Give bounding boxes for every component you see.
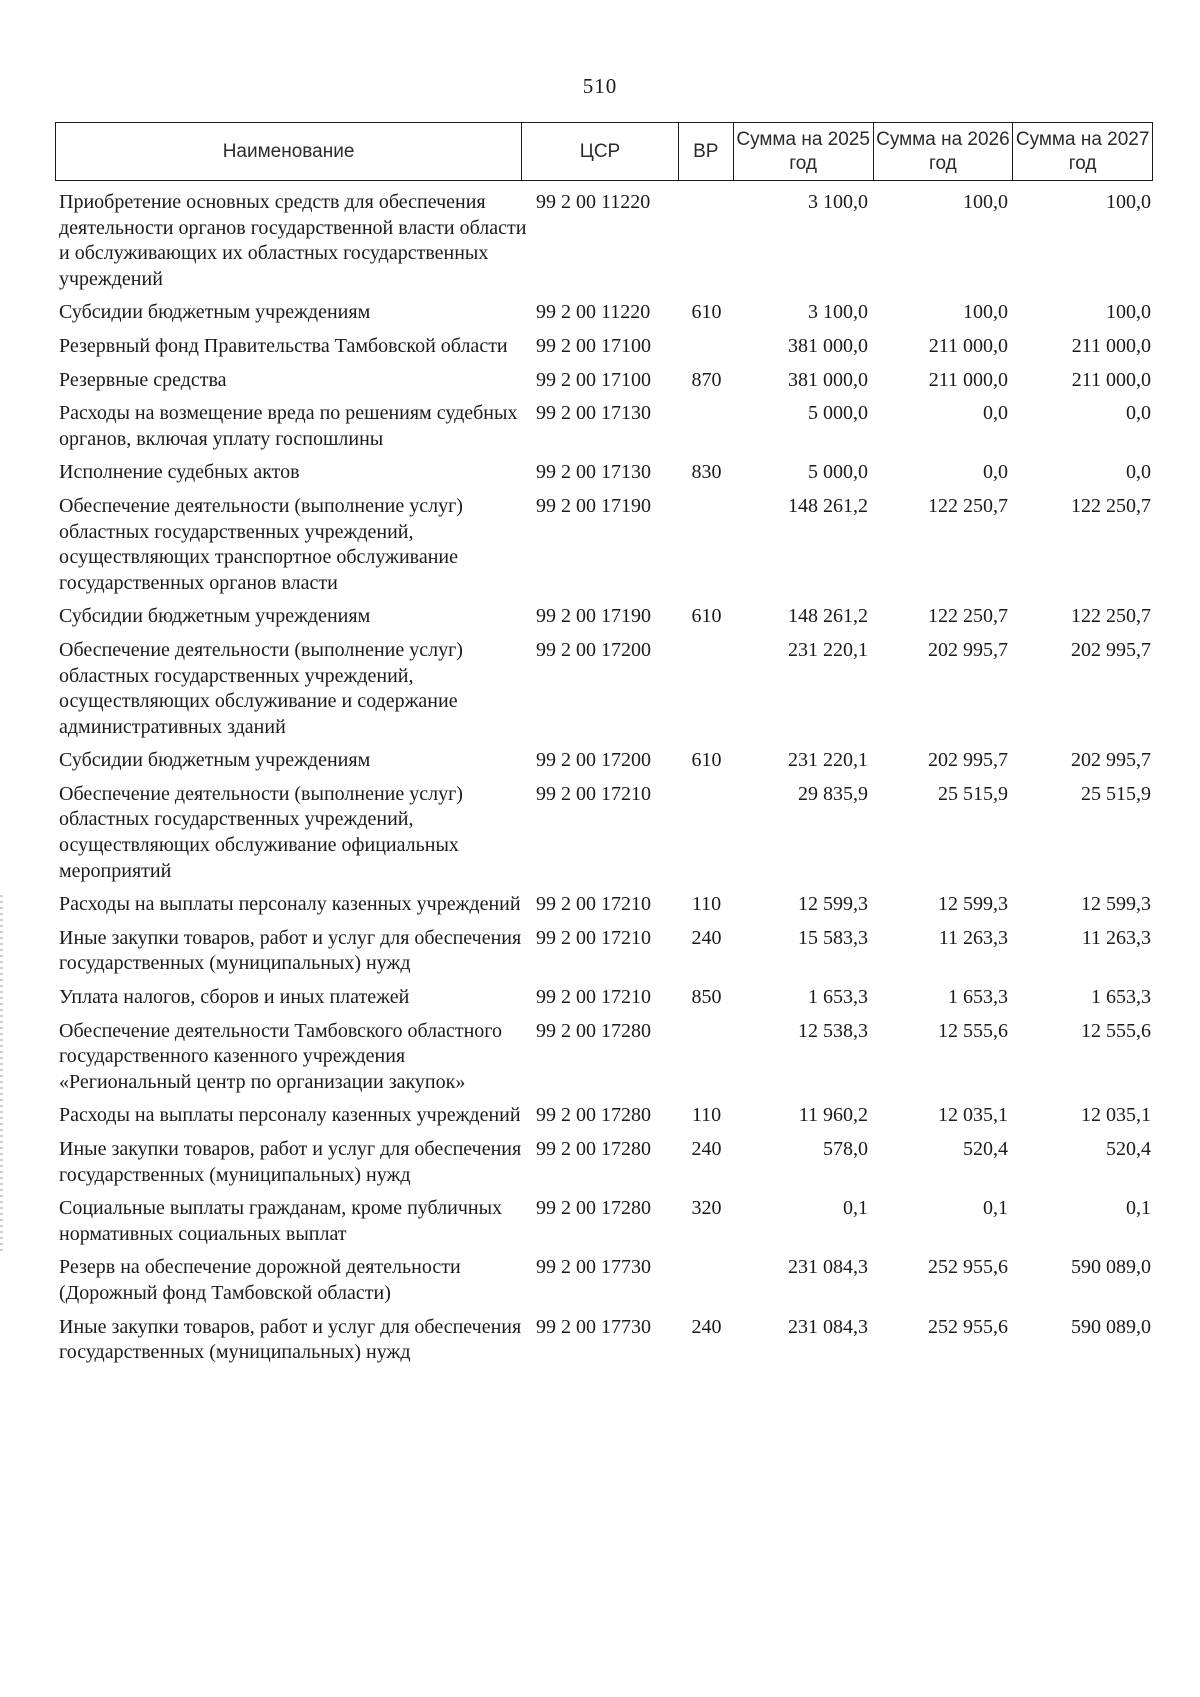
row-vr: 610 bbox=[691, 605, 722, 628]
row-sum-2025: 5 000,0 bbox=[808, 461, 868, 484]
row-sum-2026: 11 263,3 bbox=[938, 926, 1008, 949]
table-row bbox=[55, 1315, 1153, 1366]
table-row bbox=[55, 782, 1153, 884]
row-name: Иные закупки товаров, работ и услуг для обеспечения государственных (муниципальных) нужд bbox=[59, 926, 522, 975]
row-sum-2025: 148 261,2 bbox=[788, 605, 868, 628]
table-body bbox=[55, 190, 1153, 1374]
row-csr: 99 2 00 17190 bbox=[536, 494, 651, 517]
row-sum-2027: 202 995,7 bbox=[1071, 638, 1151, 661]
row-name: Субсидии бюджетным учреждениям bbox=[59, 749, 371, 772]
row-sum-2026: 25 515,9 bbox=[938, 782, 1008, 805]
row-name: Расходы на выплаты персоналу казенных учреждений bbox=[59, 893, 521, 916]
row-vr bbox=[679, 494, 734, 596]
row-csr: 99 2 00 17210 bbox=[536, 782, 651, 805]
row-sum-2025: 3 100,0 bbox=[808, 301, 868, 324]
row-sum-2025: 1 653,3 bbox=[808, 986, 868, 1009]
row-sum-2026: 211 000,0 bbox=[928, 334, 1008, 357]
row-vr: 110 bbox=[691, 1104, 722, 1127]
row-sum-2026: 520,4 bbox=[963, 1138, 1008, 1160]
row-sum-2027: 590 089,0 bbox=[1071, 1315, 1151, 1338]
row-name: Уплата налогов, сборов и иных платежей bbox=[59, 986, 410, 1009]
row-sum-2027: 211 000,0 bbox=[1071, 368, 1151, 391]
table-row bbox=[55, 638, 1153, 740]
table-row bbox=[55, 1103, 1153, 1129]
table-row bbox=[55, 748, 1153, 774]
row-vr: 240 bbox=[691, 1315, 722, 1338]
header-sum-2027: Сумма на 2027 год bbox=[1015, 128, 1150, 174]
row-sum-2025: 29 835,9 bbox=[798, 782, 868, 805]
row-vr: 610 bbox=[691, 301, 722, 324]
row-sum-2025: 0,1 bbox=[843, 1197, 868, 1220]
row-name: Обеспечение деятельности (выполнение услуг) областных государственных учреждений, осуществляющих обслуживание официальных мероприятий bbox=[59, 782, 463, 882]
table-row bbox=[55, 300, 1153, 326]
row-sum-2027: 12 035,1 bbox=[1081, 1104, 1151, 1127]
row-csr: 99 2 00 17130 bbox=[536, 402, 651, 425]
scan-artifact bbox=[0, 895, 3, 1255]
row-csr: 99 2 00 17200 bbox=[536, 638, 651, 661]
row-sum-2026: 0,0 bbox=[983, 461, 1008, 484]
table-row bbox=[55, 460, 1153, 486]
row-vr bbox=[679, 1019, 734, 1096]
row-vr: 240 bbox=[691, 1138, 722, 1160]
row-sum-2026: 100,0 bbox=[963, 191, 1008, 213]
row-name: Исполнение судебных актов bbox=[59, 461, 300, 484]
row-name: Иные закупки товаров, работ и услуг для обеспечения государственных (муниципальных) нужд bbox=[59, 1315, 522, 1364]
row-sum-2027: 100,0 bbox=[1106, 191, 1151, 213]
page-number: 510 bbox=[582, 74, 618, 98]
row-sum-2026: 0,1 bbox=[983, 1197, 1008, 1220]
row-vr: 240 bbox=[691, 926, 722, 949]
row-csr: 99 2 00 17200 bbox=[536, 749, 651, 772]
row-csr: 99 2 00 17210 bbox=[536, 926, 651, 949]
row-csr: 99 2 00 11220 bbox=[536, 191, 651, 213]
row-vr: 850 bbox=[691, 986, 722, 1009]
row-csr: 99 2 00 17130 bbox=[536, 461, 651, 484]
row-name: Обеспечение деятельности (выполнение услуг) областных государственных учреждений, осуществляющих транспортное обслуживание государственных органов власти bbox=[59, 494, 463, 594]
row-sum-2027: 122 250,7 bbox=[1071, 605, 1151, 628]
row-sum-2025: 381 000,0 bbox=[788, 368, 868, 391]
row-sum-2025: 231 220,1 bbox=[788, 749, 868, 772]
row-name: Резерв на обеспечение дорожной деятельности (Дорожный фонд Тамбовской области) bbox=[59, 1256, 461, 1304]
row-name: Расходы на возмещение вреда по решениям судебных органов, включая уплату госпошлины bbox=[59, 402, 518, 450]
table-row bbox=[55, 368, 1153, 394]
row-vr bbox=[679, 1255, 734, 1306]
row-name: Иные закупки товаров, работ и услуг для обеспечения государственных (муниципальных) нужд bbox=[59, 1138, 522, 1186]
row-name: Субсидии бюджетным учреждениям bbox=[59, 605, 371, 628]
row-name: Резервный фонд Правительства Тамбовской области bbox=[59, 334, 508, 357]
row-vr: 110 bbox=[691, 893, 722, 916]
row-sum-2026: 122 250,7 bbox=[928, 605, 1008, 628]
table-row bbox=[55, 494, 1153, 596]
row-sum-2025: 12 599,3 bbox=[798, 893, 868, 916]
row-sum-2025: 231 084,3 bbox=[788, 1256, 868, 1279]
row-csr: 99 2 00 17280 bbox=[536, 1197, 651, 1220]
row-vr: 830 bbox=[691, 461, 722, 484]
row-name: Обеспечение деятельности Тамбовского областного государственного казенного учреждения «Региональный центр по организации закупок» bbox=[59, 1019, 502, 1093]
row-sum-2027: 100,0 bbox=[1106, 301, 1151, 324]
row-vr: 870 bbox=[691, 368, 722, 391]
row-sum-2026: 0,0 bbox=[983, 402, 1008, 425]
row-sum-2027: 0,1 bbox=[1126, 1197, 1151, 1220]
row-csr: 99 2 00 17280 bbox=[536, 1104, 651, 1127]
row-sum-2027: 590 089,0 bbox=[1071, 1256, 1151, 1279]
row-vr bbox=[679, 782, 734, 884]
row-name: Расходы на выплаты персоналу казенных учреждений bbox=[59, 1104, 521, 1127]
row-csr: 99 2 00 17100 bbox=[536, 368, 651, 391]
row-sum-2027: 202 995,7 bbox=[1071, 749, 1151, 772]
row-sum-2026: 1 653,3 bbox=[948, 986, 1008, 1009]
table-row bbox=[55, 1196, 1153, 1247]
row-vr bbox=[679, 638, 734, 740]
table-row bbox=[55, 1137, 1153, 1188]
row-sum-2025: 231 084,3 bbox=[788, 1315, 868, 1338]
row-sum-2027: 12 555,6 bbox=[1081, 1019, 1151, 1042]
row-sum-2027: 122 250,7 bbox=[1071, 494, 1151, 517]
row-name: Резервные средства bbox=[59, 368, 227, 391]
row-csr: 99 2 00 17280 bbox=[536, 1019, 651, 1042]
row-sum-2026: 12 555,6 bbox=[938, 1019, 1008, 1042]
table-row bbox=[55, 985, 1153, 1011]
row-sum-2026: 202 995,7 bbox=[928, 638, 1008, 661]
header-sum-2025: Сумма на 2025 год bbox=[734, 123, 874, 180]
row-csr: 99 2 00 17210 bbox=[536, 893, 651, 916]
row-sum-2026: 12 599,3 bbox=[938, 893, 1008, 916]
header-csr: ЦСР bbox=[522, 123, 679, 180]
row-sum-2025: 578,0 bbox=[823, 1138, 868, 1160]
row-sum-2027: 0,0 bbox=[1126, 402, 1151, 425]
row-vr: 320 bbox=[691, 1197, 722, 1220]
row-sum-2026: 100,0 bbox=[963, 301, 1008, 324]
row-sum-2026: 122 250,7 bbox=[928, 494, 1008, 517]
row-csr: 99 2 00 17730 bbox=[536, 1256, 651, 1279]
row-sum-2027: 12 599,3 bbox=[1081, 893, 1151, 916]
row-sum-2025: 381 000,0 bbox=[788, 334, 868, 357]
table-row bbox=[55, 1019, 1153, 1096]
row-sum-2025: 148 261,2 bbox=[788, 494, 868, 517]
table-row bbox=[55, 334, 1153, 360]
row-name: Обеспечение деятельности (выполнение услуг) областных государственных учреждений, осуществляющих обслуживание и содержание административных зданий bbox=[59, 638, 463, 738]
row-csr: 99 2 00 11220 bbox=[536, 301, 651, 324]
row-sum-2026: 202 995,7 bbox=[928, 749, 1008, 772]
row-sum-2025: 5 000,0 bbox=[808, 402, 868, 425]
header-name: Наименование bbox=[56, 123, 522, 180]
row-vr bbox=[679, 334, 734, 360]
table-row bbox=[55, 190, 1153, 292]
table-row bbox=[55, 604, 1153, 630]
table-row bbox=[55, 401, 1153, 452]
header-vr: ВР bbox=[679, 123, 734, 180]
table-row bbox=[55, 1255, 1153, 1306]
row-sum-2027: 25 515,9 bbox=[1081, 782, 1151, 805]
row-name: Субсидии бюджетным учреждениям bbox=[59, 301, 371, 324]
row-sum-2027: 211 000,0 bbox=[1071, 334, 1151, 357]
row-csr: 99 2 00 17100 bbox=[536, 334, 651, 357]
row-csr: 99 2 00 17190 bbox=[536, 605, 651, 628]
row-sum-2027: 1 653,3 bbox=[1091, 986, 1151, 1009]
row-sum-2025: 11 960,2 bbox=[798, 1104, 868, 1127]
row-sum-2026: 252 955,6 bbox=[928, 1256, 1008, 1279]
table-row bbox=[55, 892, 1153, 918]
row-vr: 610 bbox=[691, 749, 722, 772]
table-header bbox=[55, 122, 1153, 181]
row-csr: 99 2 00 17730 bbox=[536, 1315, 651, 1338]
row-sum-2025: 15 583,3 bbox=[798, 926, 868, 949]
row-sum-2027: 520,4 bbox=[1106, 1138, 1151, 1160]
row-vr bbox=[679, 401, 734, 452]
row-sum-2026: 252 955,6 bbox=[928, 1315, 1008, 1338]
row-sum-2027: 0,0 bbox=[1126, 461, 1151, 484]
row-sum-2026: 211 000,0 bbox=[928, 368, 1008, 391]
row-vr bbox=[679, 190, 734, 292]
row-name: Социальные выплаты гражданам, кроме публичных нормативных социальных выплат bbox=[59, 1197, 503, 1245]
row-csr: 99 2 00 17280 bbox=[536, 1138, 651, 1160]
row-sum-2026: 12 035,1 bbox=[938, 1104, 1008, 1127]
row-sum-2025: 231 220,1 bbox=[788, 638, 868, 661]
row-sum-2025: 12 538,3 bbox=[798, 1019, 868, 1042]
row-sum-2027: 11 263,3 bbox=[1081, 926, 1151, 949]
row-sum-2025: 3 100,0 bbox=[808, 191, 868, 213]
header-sum-2026: Сумма на 2026 год bbox=[874, 123, 1014, 180]
row-csr: 99 2 00 17210 bbox=[536, 986, 651, 1009]
table-row bbox=[55, 926, 1153, 977]
row-name: Приобретение основных средств для обеспечения деятельности органов государственной власти области и обслуживающих их областных государственных учреждений bbox=[59, 191, 527, 290]
